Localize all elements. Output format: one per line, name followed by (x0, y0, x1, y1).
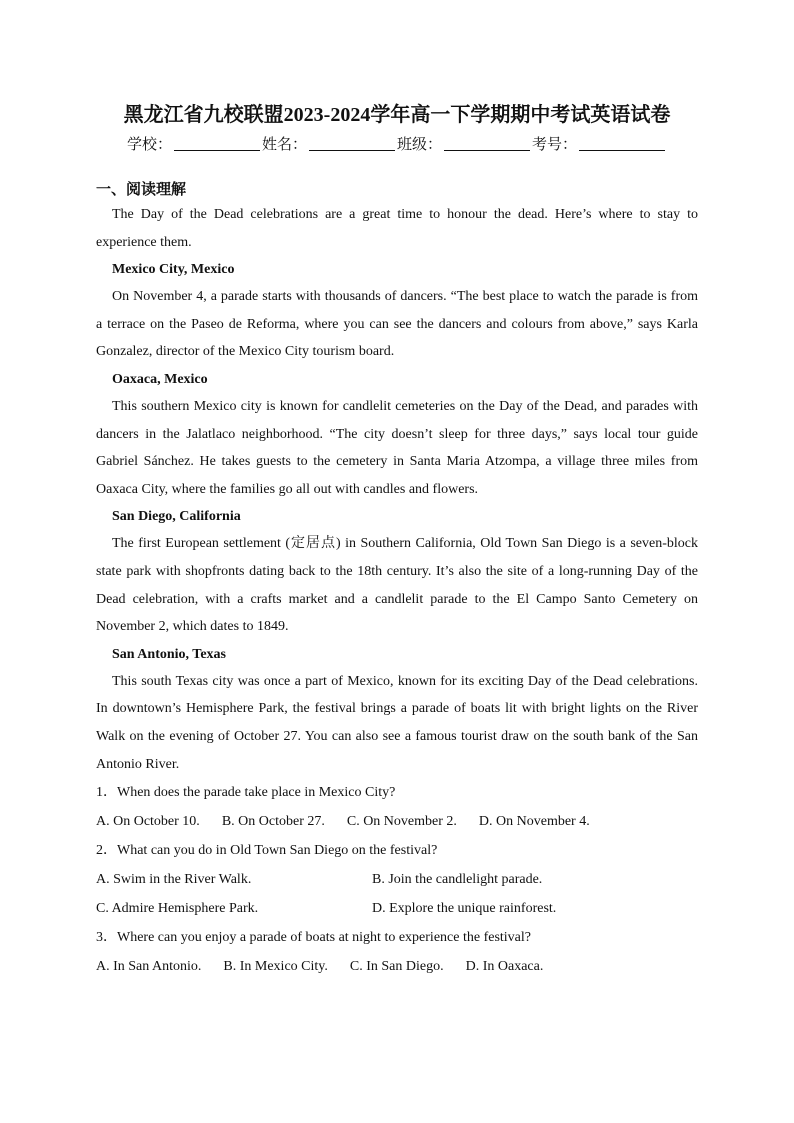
place-block-oaxaca (96, 366, 698, 503)
option-b[interactable]: B. In Mexico City. (223, 959, 328, 975)
options-row (96, 894, 698, 923)
passage-intro: The Day of the Dead celebrations are a great time to honour the dead. Here’s where to stay to experience them. (96, 207, 698, 250)
exam-page (96, 100, 698, 981)
question-stem: 1．When does the parade take place in Mexico City? (96, 785, 396, 801)
options-row (96, 865, 698, 894)
exam-title: 黑龙江省九校联盟2023-2024学年高一下学期期中考试英语试卷 (123, 104, 671, 126)
option-d[interactable]: D. Explore the unique rainforest. (372, 901, 557, 917)
id-label: 考号： (532, 135, 578, 153)
place-text: The first European settlement (定居点) in Southern California, Old Town San Diego is a seven-block state park with shopfronts dating back to the 18th century. It’s also the site of a long-running Day of the Dead celebration, with a crafts market and a candlelit parade to the El Campo Santo Cemetery on November 2, which dates to 1849. (96, 536, 698, 635)
question-stem: 2．What can you do in Old Town San Diego on the festival? (96, 843, 438, 859)
option-d[interactable]: D. On November 4. (478, 814, 590, 830)
school-label: 学校： (126, 135, 172, 153)
option-b[interactable]: B. Join the candlelight parade. (372, 872, 543, 888)
place-name: San Antonio, Texas (112, 646, 226, 662)
option-c[interactable]: C. On November 2. (346, 814, 457, 830)
option-d[interactable]: D. In Oaxaca. (465, 959, 544, 975)
place-name: Mexico City, Mexico (112, 262, 235, 278)
options-row (96, 807, 698, 836)
class-label: 班级： (397, 135, 443, 153)
option-c[interactable]: C. Admire Hemisphere Park. (96, 901, 259, 917)
place-block-san-antonio (96, 641, 698, 778)
question-3 (96, 923, 698, 981)
option-b[interactable]: B. On October 27. (221, 814, 325, 830)
place-block-mexico-city (96, 256, 698, 366)
options-row (96, 952, 698, 981)
option-a[interactable]: A. On October 10. (96, 814, 200, 830)
name-blank[interactable] (309, 136, 395, 151)
student-info-row (96, 132, 698, 156)
place-name: San Diego, California (112, 509, 241, 525)
question-1 (96, 778, 698, 836)
place-text: On November 4, a parade starts with thousands of dancers. “The best place to watch the parade is from a terrace on the Paseo de Reforma, where you can see the dancers and colours from above,” says Karla Gonzalez, director of the Mexico City tourism board. (96, 289, 698, 360)
place-text: This south Texas city was once a part of Mexico, known for its exciting Day of the Dead celebrations. In downtown’s Hemisphere Park, the festival brings a parade of boats lit with bright lights on the River Walk on the evening of October 27. You can also see a famous tourist draw on the south bank of the San Antonio River. (96, 673, 698, 772)
class-blank[interactable] (444, 136, 530, 151)
name-label: 姓名： (261, 135, 307, 153)
section-heading: 一、阅读理解 (96, 180, 187, 198)
option-a[interactable]: A. In San Antonio. (96, 959, 202, 975)
place-text: This southern Mexico city is known for candlelit cemeteries on the Day of the Dead, and parades with dancers in the Jalatlaco neighborhood. “The city doesn’t sleep for three days,” says local tour guide Gabriel Sánchez. He takes guests to the cemetery in Santa Maria Atzompa, a village three miles from Oaxaca City, where the families go all out with candles and flowers. (96, 398, 698, 497)
place-block-san-diego (96, 503, 698, 640)
question-2 (96, 836, 698, 923)
question-stem: 3．Where can you enjoy a parade of boats at night to experience the festival? (96, 930, 531, 946)
option-c[interactable]: C. In San Diego. (349, 959, 444, 975)
option-a[interactable]: A. Swim in the River Walk. (96, 872, 252, 888)
id-blank[interactable] (579, 136, 665, 151)
place-name: Oaxaca, Mexico (112, 371, 208, 387)
school-blank[interactable] (174, 136, 260, 151)
